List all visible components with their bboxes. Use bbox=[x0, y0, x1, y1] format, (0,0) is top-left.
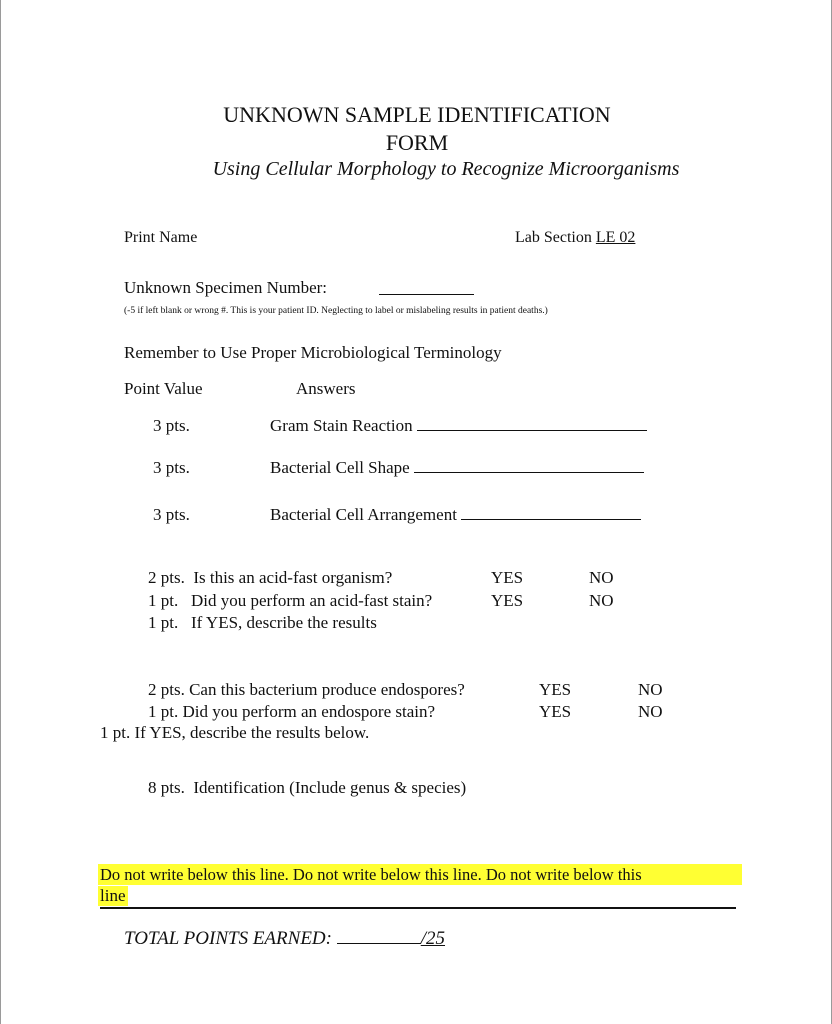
acid-fast-stain-question: 1 pt. Did you perform an acid-fast stain? bbox=[148, 591, 433, 610]
gram-stain-label: Gram Stain Reaction bbox=[270, 416, 413, 435]
acid-fast-no[interactable]: NO bbox=[589, 568, 614, 587]
form-title-line1: UNKNOWN SAMPLE IDENTIFICATION bbox=[223, 102, 611, 127]
warning-line2: line bbox=[100, 886, 126, 905]
cell-shape-row bbox=[270, 458, 644, 478]
divider-line bbox=[100, 907, 736, 909]
specimen-number-label: Unknown Specimen Number: bbox=[124, 278, 328, 297]
lab-section-label: Lab Section bbox=[515, 229, 592, 246]
terminology-reminder: Remember to Use Proper Microbiological Terminology bbox=[124, 343, 502, 362]
identification-prompt: 8 pts. Identification (Include genus & species) bbox=[148, 778, 467, 797]
warning-line1: Do not write below this line. Do not write below this line. Do not write below this bbox=[100, 865, 642, 884]
endospore-results-prompt: 1 pt. If YES, describe the results below. bbox=[100, 723, 370, 742]
endospore-stain-yes[interactable]: YES bbox=[539, 702, 572, 721]
answers-header: Answers bbox=[296, 379, 356, 398]
total-points-max: /25 bbox=[420, 928, 446, 949]
lab-section-value: LE 02 bbox=[595, 229, 636, 246]
cell-shape-points: 3 pts. bbox=[153, 458, 190, 477]
specimen-number-blank[interactable] bbox=[379, 282, 474, 295]
endospore-stain-question: 1 pt. Did you perform an endospore stain? bbox=[148, 702, 436, 721]
lab-section bbox=[515, 229, 635, 247]
total-points-label: TOTAL POINTS EARNED: bbox=[124, 928, 332, 949]
cell-shape-blank[interactable] bbox=[414, 460, 644, 473]
gram-stain-row bbox=[270, 416, 647, 436]
cell-arrangement-blank[interactable] bbox=[461, 507, 641, 520]
form-title-line2: FORM bbox=[385, 130, 449, 155]
acid-fast-question: 2 pts. Is this an acid-fast organism? bbox=[148, 568, 393, 587]
gram-stain-blank[interactable] bbox=[417, 418, 647, 431]
total-points-blank[interactable] bbox=[337, 929, 421, 944]
cell-shape-label: Bacterial Cell Shape bbox=[270, 458, 410, 477]
acid-fast-results-prompt: 1 pt. If YES, describe the results bbox=[148, 613, 377, 632]
endospore-question: 2 pts. Can this bacterium produce endospores? bbox=[148, 680, 465, 699]
endospore-stain-no[interactable]: NO bbox=[638, 702, 663, 721]
endospore-no[interactable]: NO bbox=[638, 680, 663, 699]
cell-arrangement-label: Bacterial Cell Arrangement bbox=[270, 505, 457, 524]
cell-arrangement-row bbox=[270, 505, 641, 525]
gram-stain-points: 3 pts. bbox=[153, 416, 190, 435]
print-name-label: Print Name bbox=[124, 229, 198, 246]
cell-arrangement-points: 3 pts. bbox=[153, 505, 190, 524]
acid-fast-stain-yes[interactable]: YES bbox=[491, 591, 524, 610]
specimen-note: (-5 if left blank or wrong #. This is your patient ID. Neglecting to label or mislabeling results in patient deaths.) bbox=[124, 306, 548, 316]
endospore-yes[interactable]: YES bbox=[539, 680, 572, 699]
acid-fast-stain-no[interactable]: NO bbox=[589, 591, 614, 610]
acid-fast-yes[interactable]: YES bbox=[491, 568, 524, 587]
total-points-row bbox=[124, 928, 445, 950]
form-subtitle: Using Cellular Morphology to Recognize Microorganisms bbox=[212, 158, 680, 180]
do-not-write-warning bbox=[98, 864, 742, 885]
point-value-header: Point Value bbox=[124, 379, 203, 398]
